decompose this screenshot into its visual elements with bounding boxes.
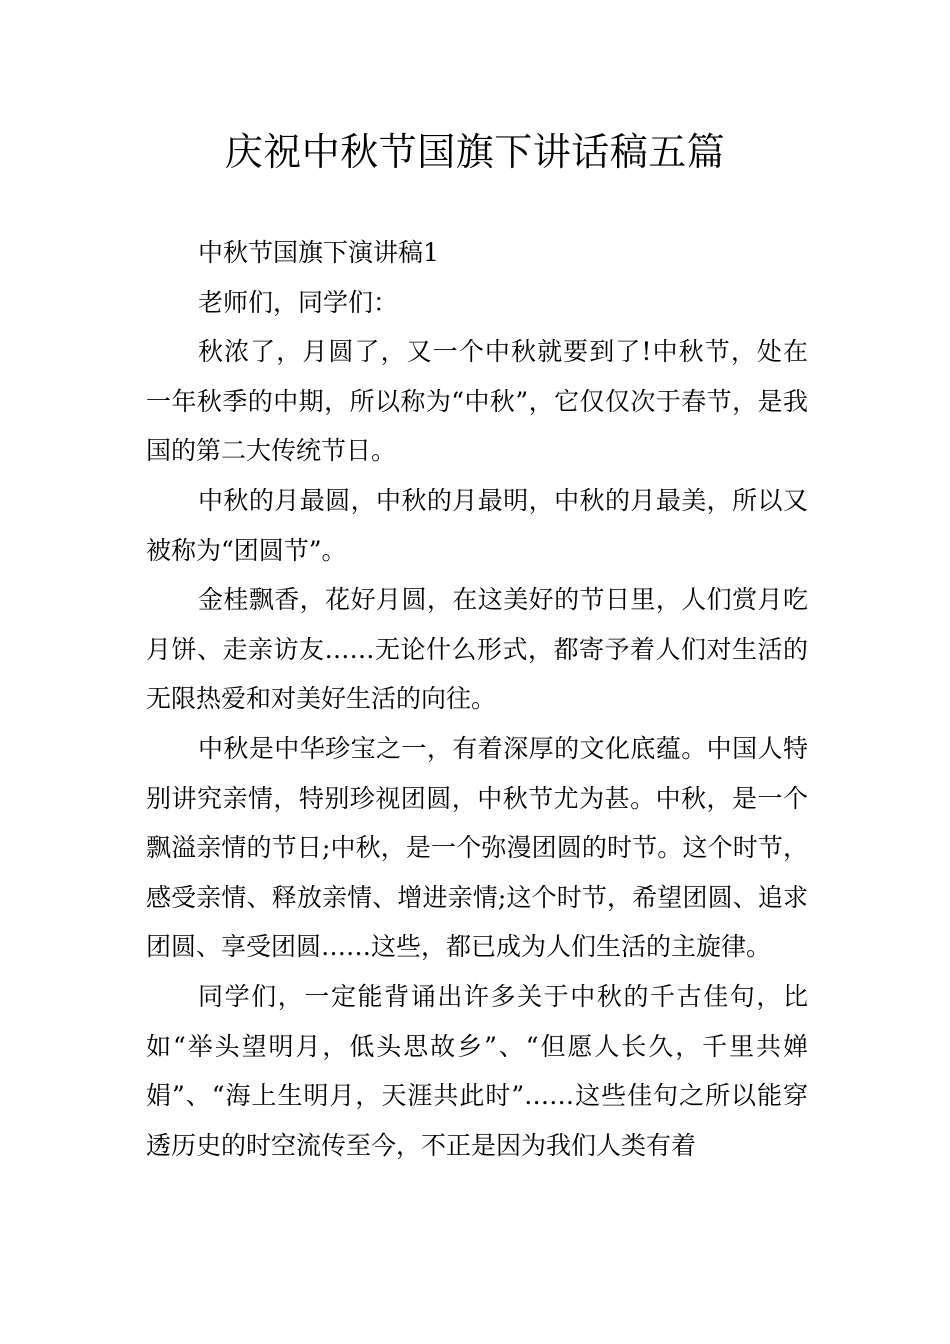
section-heading: 中秋节国旗下演讲稿1 xyxy=(198,238,439,267)
document-title: 庆祝中秋节国旗下讲话稿五篇 xyxy=(224,130,726,174)
paragraph: 金桂飘香，花好月圆，在这美好的节日里，人们赏月吃月饼、走亲访友……无论什么形式，都寄予着人们对生活的无限热爱和对美好生活的向往。 xyxy=(146,585,808,714)
paragraph: 中秋是中华珍宝之一，有着深厚的文化底蕴。中国人特别讲究亲情，特别珍视团圆，中秋节尤为甚。中秋，是一个飘溢亲情的节日;中秋，是一个弥漫团圆的时节。这个时节，感受亲情、释放亲情、增进亲情;这个时节，希望团圆、追求团圆、享受团圆……这些，都已成为人们生活的主旋律。 xyxy=(146,733,808,962)
document-body xyxy=(146,228,808,1170)
paragraph: 中秋的月最圆，中秋的月最明，中秋的月最美，所以又被称为“团圆节”。 xyxy=(146,485,808,565)
paragraph: 同学们，一定能背诵出许多关于中秋的千古佳句，比如“举头望明月，低头思故乡”、“但愿人长久，千里共婵娟”、“海上生明月，天涯共此时”……这些佳句之所以能穿透历史的时空流传至今，不正是因为我们人类有着 xyxy=(146,981,808,1160)
salutation: 老师们，同学们： xyxy=(198,287,399,317)
paragraph: 秋浓了，月圆了，又一个中秋就要到了!中秋节，处在一年秋季的中期，所以称为“中秋”，它仅仅次于春节，是我国的第二大传统节日。 xyxy=(146,337,808,466)
